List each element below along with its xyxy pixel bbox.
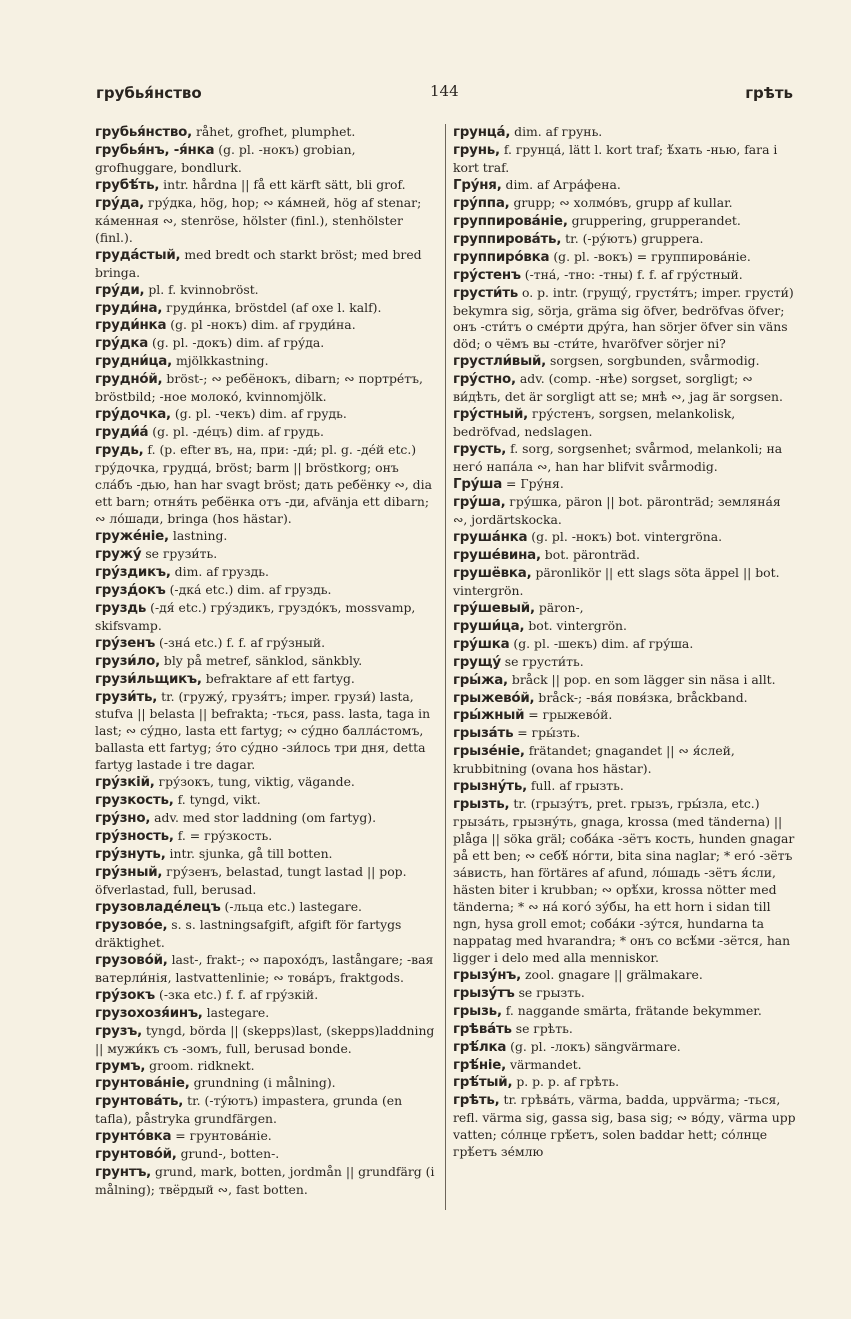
dictionary-entry [95, 353, 438, 371]
dictionary-entry [453, 142, 798, 177]
entry-headword: гру́стно, [453, 372, 516, 388]
entry-definition: päron-, [534, 599, 584, 615]
entry-definition: dim. af Агра́фена. [501, 176, 621, 192]
entry-definition: (-тна́, -тно: -тны) f. f. af гру́стный. [520, 266, 743, 282]
dictionary-entry [95, 1093, 438, 1128]
dictionary-entry [453, 1057, 798, 1075]
dictionary-entry [453, 654, 798, 672]
entry-definition: tr. (-ту́ютъ) impastera, grunda (en tafla), påstryka grundfärgen. [95, 1093, 403, 1127]
dictionary-entry [453, 565, 798, 600]
entry-headword: гру́здикъ, [95, 564, 171, 580]
entry-headword: гру́дка [95, 336, 149, 352]
entry-headword: грызну́ть, [453, 779, 527, 795]
dictionary-entry [95, 1075, 438, 1093]
entry-definition: (g. pl. -докъ) dim. af гру́да. [148, 335, 325, 351]
dictionary-entry [95, 828, 438, 846]
entry-definition: adv. (comp. -нѣе) sorgset, sorgligt; ∾ ви́дѣть, det är sorgligt att se; мнѣ ∾, jag är sorgsen. [453, 371, 783, 405]
dictionary-entry [95, 546, 438, 564]
entry-headword: груша́нка [453, 529, 528, 545]
entry-definition: гру́зенъ, belastad, tungt lastad || pop. öfverlastad, full, berusad. [95, 864, 407, 897]
dictionary-entry [95, 195, 438, 247]
dictionary-entry [95, 124, 438, 142]
entry-headword: гру́стенъ [453, 267, 521, 283]
entry-headword: гру́знуть, [95, 847, 166, 863]
dictionary-entry [453, 1092, 798, 1161]
dictionary-entry [95, 317, 438, 335]
entry-definition: tr. грѣва́ть, värma, badda, uppvärma; -ться, refl. värma sig, gassa sig, basa sig; ∾ во́ду, värma upp vatten; со́лнце грѣ́етъ, solen baddar hett; со́лнце грѣ́етъ зе́млю [453, 1092, 796, 1160]
dictionary-entry [95, 1128, 438, 1146]
entry-headword: гру́шевый, [453, 600, 535, 616]
dictionary-entry [453, 231, 798, 249]
entry-headword: гру́ппа, [453, 195, 510, 211]
dictionary-entry [95, 582, 438, 600]
entry-headword: груди́нка [95, 318, 167, 334]
entry-headword: грузи́ть, [95, 689, 158, 705]
entry-definition: f. грунца́, lätt l. kort traf; ѣ́хать -нью, fara i kort traf. [453, 141, 778, 175]
entry-headword: гру́да, [95, 195, 145, 211]
entry-definition: (g. pl. -чекъ) dim. af грудь. [170, 406, 347, 422]
entry-definition: bot. vintergrön. [524, 617, 627, 633]
entry-definition: (-дя́ etc.) гру́здикъ, груздо́къ, mossvamp, skifsvamp. [95, 599, 416, 633]
entry-definition: (-льца etc.) lastegare. [220, 898, 362, 914]
entry-headword: грызть, [453, 797, 510, 813]
entry-definition: f. naggande smärta, frätande bekymmer. [501, 1002, 762, 1018]
entry-headword: груши́ца, [453, 618, 525, 634]
dictionary-entry [453, 672, 798, 690]
dictionary-entry [453, 249, 798, 267]
entry-definition: bråck || pop. en som lägger sin näsa i allt. [507, 671, 776, 687]
entry-definition: f. tyngd, vikt. [173, 792, 261, 808]
dictionary-entry [95, 528, 438, 546]
entry-definition: mjölkkastning. [172, 353, 269, 369]
entry-definition: lastegare. [202, 1004, 270, 1020]
dictionary-entry [453, 600, 798, 618]
entry-definition: f. (p. efter въ, на, при: -ди́; pl. g. -дéй etc.) гру́дочка, грудца́, bröst; barm || bröstkorg; онъ сла́бъ -дью, han har svagt bröst; дать ребёнку ∾, dia ett barn; отня́ть ребёнка отъ -ди, afvänja ett dibarn; ∾ ло́шади, bringa (hos hästar). [95, 442, 432, 526]
entry-definition: grupp; ∾ холмо́въ, grupp af kullar. [509, 194, 733, 210]
entry-definition: intr. sjunka, gå till botten. [165, 846, 333, 862]
entry-headword: грунца́, [453, 125, 511, 140]
entry-headword: груже́ніе, [95, 528, 169, 544]
entry-definition: dim. af грунь. [510, 124, 603, 139]
entry-headword: грунтова́ніе, [95, 1076, 190, 1092]
running-head-right: грѣть [745, 84, 793, 102]
dictionary-entry [95, 635, 438, 653]
entry-headword: группиро́вка [453, 249, 550, 265]
dictionary-entry [95, 1146, 438, 1164]
dictionary-entry [453, 985, 798, 1003]
entry-headword: грушёвка, [453, 565, 532, 581]
dictionary-entry [453, 1021, 798, 1039]
dictionary-entry [453, 353, 798, 371]
entry-definition: sorgsen, sorgbunden, svårmodig. [546, 353, 760, 369]
entry-definition: (g. pl. -локъ) sängvärmare. [506, 1038, 681, 1054]
entry-definition: tr. (-ру́ютъ) gruppera. [561, 230, 704, 246]
entry-headword: грубья́нство, [95, 125, 193, 140]
dictionary-entry [95, 952, 438, 987]
dictionary-entry [453, 725, 798, 743]
dictionary-entry [453, 267, 798, 285]
entry-headword: гру́ди, [95, 282, 145, 298]
dictionary-entry [453, 707, 798, 725]
entry-headword: груздь [95, 600, 147, 616]
entry-headword: груда́стый, [95, 247, 181, 263]
dictionary-entry [95, 442, 438, 528]
entry-definition: dim. af груздь. [170, 563, 269, 579]
entry-headword: грузи́ло, [95, 653, 160, 669]
entry-headword: грызь, [453, 1003, 502, 1019]
entry-definition: o. p. intr. (грущу́, грустя́тъ; imper. грусти́) bekymra sig, sörja, gräma sig öfver, bedröfvas öfver; онъ -сти́тъ о сме́рти дру́га, han sörjer öfver sin väns död; о чёмъ вы -сти́те, hvaröfver sörjer ni? [453, 284, 794, 352]
dictionary-entry [95, 1164, 438, 1199]
dictionary-entry [453, 285, 798, 354]
entry-definition: zool. gnagare || grälmakare. [521, 966, 703, 982]
dictionary-entry [95, 774, 438, 792]
entry-definition: bröst-; ∾ ребёнокъ, dibarn; ∾ портре́тъ, bröstbild; -ное молоко́, kvinnomjölk. [95, 371, 423, 405]
dictionary-entry [95, 300, 438, 318]
entry-headword: грѣть, [453, 1093, 500, 1109]
dictionary-entry [95, 1023, 438, 1058]
entry-definition: se грузи́ть. [141, 545, 218, 561]
entry-headword: грунь, [453, 142, 500, 158]
dictionary-entry [95, 792, 438, 810]
entry-definition: pl. f. kvinnobröst. [144, 281, 259, 297]
entry-headword: грызе́ніе, [453, 744, 525, 760]
entry-definition: tr. (гружу́, грузя́тъ; imper. грузи́) lasta, stufva || belasta || befrakta; -ться, pass. lasta, taga in last; ∾ су́дно, lasta ett fartyg; ∾ су́дно балла́стомъ, ballasta ett fartyg; э́то су́дно -зи́лось три дня, detta fartyg lastade i tre dagar. [95, 688, 431, 773]
dictionary-entry [453, 796, 798, 967]
entry-definition: se грусти́ть. [500, 653, 584, 669]
entry-headword: грузово́й, [95, 952, 168, 968]
entry-headword: гружу́ [95, 546, 142, 562]
entry-definition: se грызть. [514, 984, 585, 1000]
entry-headword: грудни́ца, [95, 354, 173, 370]
dictionary-entry [95, 424, 438, 442]
entry-definition: päronlikör || ett slags söta äppel || bot. vintergrön. [453, 564, 780, 598]
entry-definition: (g. pl. -нокъ) bot. vintergröna. [527, 528, 723, 544]
entry-definition: tyngd, börda || (skepps)last, (skepps)laddning || мужи́къ съ -зомъ, full, berusad bonde. [95, 1022, 435, 1056]
entry-definition: groom. ridknekt. [145, 1057, 255, 1073]
entry-definition: bot. päronträd. [540, 546, 640, 562]
entry-definition: f. sorg, sorgsenhet; svårmod, melankoli; на него́ напа́ла ∾, han har blifvit svårmodig. [453, 441, 783, 475]
entry-definition: se грѣть. [511, 1020, 573, 1036]
entry-headword: грумъ, [95, 1058, 146, 1074]
entry-headword: груди́на, [95, 300, 163, 316]
entry-definition: värmandet. [506, 1056, 582, 1072]
entry-headword: грунтова́ть, [95, 1094, 184, 1110]
dictionary-entry [453, 441, 798, 476]
entry-headword: грунтово́й, [95, 1147, 177, 1163]
entry-headword: гру́ша, [453, 495, 506, 511]
entry-headword: грузд́окъ [95, 582, 166, 598]
dictionary-entry [95, 671, 438, 689]
entry-headword: грустли́вый, [453, 354, 547, 370]
entry-definition: (g. pl. -нокъ) grobian, grofhuggare, bondlurk. [95, 141, 356, 175]
entry-definition: p. p. p. af грѣть. [512, 1074, 620, 1090]
dictionary-entry [95, 917, 438, 952]
dictionary-entry [453, 1003, 798, 1021]
entry-headword: грѣва́ть [453, 1021, 512, 1037]
dictionary-entry [95, 177, 438, 195]
dictionary-entry [95, 864, 438, 899]
dictionary-entry [453, 1039, 798, 1057]
dictionary-entry [453, 494, 798, 529]
entry-headword: грудь, [95, 443, 144, 459]
entry-headword: гру́зный, [95, 865, 163, 881]
entry-definition: last-, frakt-; ∾ парохо́дъ, lastångare; -вая ватерли́нія, lastvattenlinie; ∾ това́ръ, fraktgods. [95, 951, 434, 985]
dictionary-entry [453, 195, 798, 213]
entry-definition: (g. pl. -вокъ) = группирова́ніе. [549, 248, 751, 264]
dictionary-entry [95, 689, 438, 775]
entry-definition: grundning (i målning). [189, 1075, 336, 1091]
entry-definition: = гры́зть. [513, 725, 581, 741]
dictionary-entry [95, 335, 438, 353]
dictionary-entry [95, 406, 438, 424]
entry-headword: гру́шка [453, 636, 510, 652]
right-column [453, 124, 798, 1161]
entry-definition: bråck-; -ва́я повя́зка, bråckband. [534, 689, 748, 705]
entry-headword: грузкость, [95, 793, 174, 809]
running-head-left: грубья́нство [96, 84, 202, 102]
entry-definition: гру́стенъ, sorgsen, melankolisk, bedröfvad, nedslagen. [453, 406, 736, 440]
entry-headword: грузи́льщикъ, [95, 671, 202, 687]
dictionary-entry [95, 142, 438, 177]
dictionary-entry [95, 564, 438, 582]
entry-definition: adv. med stor laddning (om fartyg). [150, 810, 377, 826]
entry-definition: med bredt och starkt bröst; med bred bringa. [95, 246, 422, 280]
entry-definition: grund, mark, botten, jordmån || grundfärg (i målning); твёрдый ∾, fast botten. [95, 1164, 435, 1198]
entry-headword: грунто́вка [95, 1129, 172, 1145]
entry-headword: грузово́е, [95, 917, 168, 933]
entry-headword: грыжево́й, [453, 690, 535, 706]
entry-headword: грузохозя́инъ, [95, 1005, 203, 1021]
entry-headword: грѣ́тый, [453, 1075, 513, 1091]
entry-headword: гру́зокъ [95, 987, 156, 1003]
entry-definition: intr. hårdna || få ett kärft sätt, bli grof. [159, 176, 406, 192]
dictionary-entry [453, 547, 798, 565]
entry-definition: = грыжево́й. [524, 707, 613, 723]
column-divider [445, 124, 446, 1210]
entry-definition: grund-, botten-. [176, 1146, 280, 1162]
entry-headword: груди́а́ [95, 425, 149, 441]
entry-headword: грыза́ть [453, 726, 514, 742]
entry-headword: группирова́ть, [453, 231, 562, 247]
entry-headword: грубья́нъ, -я́нка [95, 142, 215, 158]
entry-headword: Гру́ша [453, 477, 503, 493]
dictionary-entry [95, 810, 438, 828]
entry-definition: råhet, grofhet, plumphet. [192, 124, 356, 139]
dictionary-entry [453, 743, 798, 778]
entry-headword: грызу́нъ, [453, 967, 522, 983]
entry-definition: (g. pl. -шекъ) dim. af гру́ша. [509, 635, 694, 651]
entry-headword: грубѣ́ть, [95, 177, 160, 193]
dictionary-entry [453, 690, 798, 708]
entry-headword: гру́зкій, [95, 775, 155, 791]
entry-definition: (-дка́ etc.) dim. af груздь. [165, 581, 332, 597]
entry-definition: гру́зокъ, tung, viktig, vägande. [154, 774, 355, 790]
dictionary-entry [453, 618, 798, 636]
entry-headword: грузъ, [95, 1023, 143, 1039]
entry-definition: гру́шка, päron || bot. päronträd; земляна́я ∾, jordärtskocka. [453, 494, 781, 527]
dictionary-entry [453, 529, 798, 547]
entry-headword: грузовладе́лецъ [95, 899, 221, 915]
dictionary-entry [95, 899, 438, 917]
dictionary-entry [453, 476, 798, 494]
entry-headword: грызу́тъ [453, 985, 515, 1001]
dictionary-entry [453, 213, 798, 231]
dictionary-entry [95, 653, 438, 671]
dictionary-entry [453, 636, 798, 654]
entry-definition: (-зна́ etc.) f. f. af гру́зный. [155, 634, 326, 650]
dictionary-entry [453, 124, 798, 142]
dictionary-entry [95, 1005, 438, 1023]
entry-definition: = грунтова́ніе. [171, 1128, 272, 1144]
dictionary-entry [95, 846, 438, 864]
entry-headword: грѣ́ніе, [453, 1057, 507, 1073]
entry-headword: гры́жный [453, 708, 525, 724]
dictionary-entry [453, 406, 798, 441]
entry-headword: грунтъ, [95, 1165, 152, 1181]
dictionary-entry [453, 778, 798, 796]
left-column [95, 124, 438, 1199]
entry-headword: группирова́ніе, [453, 213, 568, 229]
entry-definition: (-зка etc.) f. f. af гру́зкій. [155, 986, 319, 1002]
entry-definition: (g. pl -нокъ) dim. af груди́на. [166, 317, 356, 333]
entry-definition: gruppering, grupperandet. [567, 212, 741, 228]
dictionary-entry [95, 282, 438, 300]
entry-headword: гры́жа, [453, 672, 508, 688]
entry-definition: груди́нка, bröstdel (af oxe l. kalf). [162, 299, 382, 315]
entry-headword: гру́зно, [95, 811, 151, 827]
entry-definition: = Гру́ня. [502, 476, 564, 492]
dictionary-entry [95, 1058, 438, 1076]
entry-definition: lastning. [168, 527, 228, 543]
entry-definition: f. = гру́зкость. [173, 828, 273, 844]
entry-headword: грудно́й, [95, 372, 163, 388]
entry-definition: full. af грызть. [526, 778, 624, 794]
entry-headword: Гру́ня, [453, 177, 502, 193]
entry-headword: грущу́ [453, 654, 501, 670]
dictionary-entry [453, 967, 798, 985]
entry-headword: грѣ́лка [453, 1039, 507, 1055]
dictionary-entry [453, 1074, 798, 1092]
dictionary-entry [453, 177, 798, 195]
entry-definition: frätandet; gnagandet || ∾ я́слей, krubbitning (ovana hos hästar). [453, 743, 735, 777]
dictionary-entry [95, 371, 438, 406]
dictionary-entry [453, 371, 798, 406]
entry-definition: s. s. lastningsafgift, afgift för fartygs dräktighet. [95, 916, 402, 950]
dictionary-entry [95, 987, 438, 1005]
entry-headword: гру́дочка, [95, 407, 171, 423]
entry-headword: грусти́ть [453, 285, 519, 301]
entry-definition: befraktare af ett fartyg. [201, 670, 355, 686]
page-number: 144 [430, 82, 459, 100]
dictionary-entry [95, 247, 438, 282]
entry-definition: tr. (грызу́тъ, pret. грызъ, гры́зла, etc.) грыза́ть, грызну́ть, gnaga, krossa (med tänderna) || plåga || söka gräl; соба́ка -зётъ кость, hunden gnagar på ett ben; ∾ себѣ́ но́гти, bita sina naglar; * его́ -зётъ за́висть, han förtäres af afund, ло́шадь -зётъ я́сли, hästen biter i krubban; ∾ орѣ́хи, krossa nötter med tänderna; * ∾ на́ кого́ зу́бы, ha ett horn i sidan till ngn, hysa groll emot; соба́ки -зу́тся, hundarna ta nappatag med hvarandra; * онъ со всѣ́ми -зётся, han ligger i delo med alla menniskor. [453, 796, 795, 965]
entry-definition: гру́дка, hög, hop; ∾ ка́мней, hög af stenar; ка́менная ∾, stenröse, hölster (finl.), stenhölster (finl.). [95, 194, 422, 245]
entry-headword: гру́зенъ [95, 635, 156, 651]
entry-definition: (g. pl. -дéцъ) dim. af грудь. [148, 424, 324, 440]
entry-headword: грусть, [453, 442, 507, 458]
entry-headword: гру́стный, [453, 407, 529, 423]
entry-headword: гру́зность, [95, 829, 174, 845]
entry-definition: bly på metref, sänklod, sänkbly. [159, 652, 363, 668]
dictionary-entry [95, 600, 438, 635]
entry-headword: груше́вина, [453, 547, 541, 563]
